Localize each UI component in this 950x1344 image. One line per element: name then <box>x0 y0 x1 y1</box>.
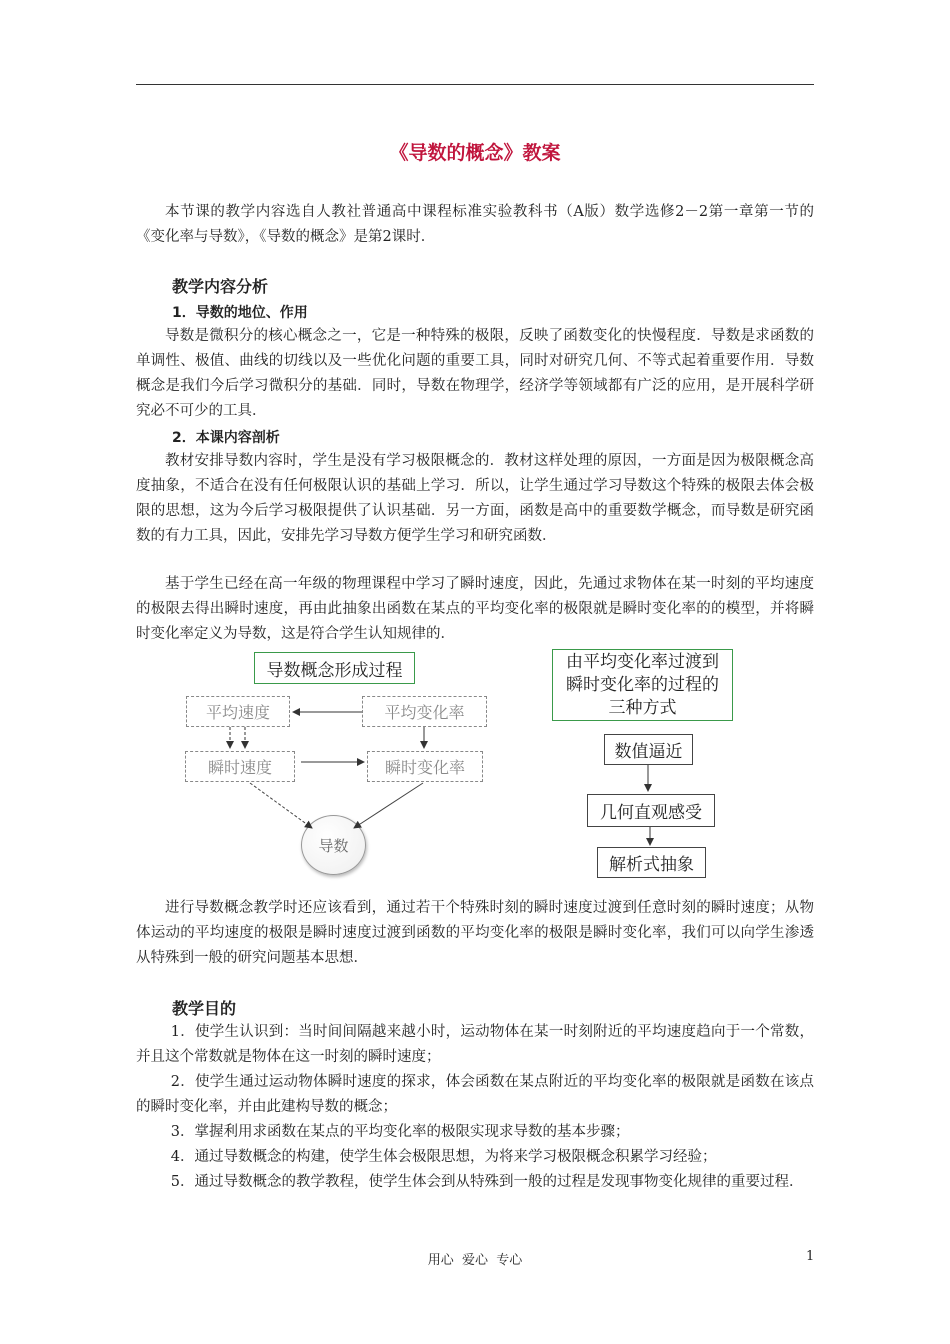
subheading-analysis: 2．本课内容剖析 <box>172 430 280 446</box>
section-heading-content-analysis: 教学内容分析 <box>172 277 269 296</box>
page-title: 《导数的概念》教案 <box>389 142 561 164</box>
arrow-rate-to-derivative <box>354 783 423 828</box>
arrow-speed-to-derivative <box>250 783 312 828</box>
goal-item-4: 4．通过导数概念的构建，使学生体会极限思想，为将来学习极限概念积累学习经验； <box>170 1149 717 1165</box>
node-average-speed: 平均速度 <box>186 696 290 727</box>
diagram-title-three-ways: 由平均变化率过渡到瞬时变化率的过程的三种方式 <box>552 649 733 721</box>
after-diagram-paragraph: 进行导数概念教学时还应该看到，通过若干个特殊时刻的瞬时速度过渡到任意时刻的瞬时速度；从物体运动的平均速度的极限是瞬时速度过渡到函数的平均变化率的极限是瞬时变化率，我们可以向学生渗透从特殊到一般的研究问题基本思想． <box>136 900 814 966</box>
node-derivative: 导数 <box>301 815 366 875</box>
step-analytic-abstraction: 解析式抽象 <box>597 847 706 878</box>
node-instant-speed: 瞬时速度 <box>185 751 295 782</box>
step-geometric-intuition: 几何直观感受 <box>587 794 715 827</box>
node-average-rate: 平均变化率 <box>362 696 487 727</box>
section-heading-goals: 教学目的 <box>172 999 237 1018</box>
role-paragraph: 导数是微积分的核心概念之一，它是一种特殊的极限，反映了函数变化的快慢程度．导数是求函数的单调性、极值、曲线的切线以及一些优化问题的重要工具，同时对研究几何、不等式起着重要作用．导数概念是我们今后学习微积分的基础．同时，导数在物理学，经济学等领域都有广泛的应用，是开展科学研究必不可少的工具． <box>136 328 814 419</box>
subheading-role: 1．导数的地位、作用 <box>172 305 308 321</box>
goal-item-3: 3．掌握利用求函数在某点的平均变化率的极限实现求导数的基本步骤； <box>170 1124 630 1140</box>
analysis-paragraph-2: 基于学生已经在高一年级的物理课程中学习了瞬时速度，因此，先通过求物体在某一时刻的平均速度的极限去得出瞬时速度，再由此抽象出函数在某点的平均变化率的极限就是瞬时变化率的的模型，并将瞬时变化率定义为导数，这是符合学生认知规律的． <box>136 576 814 642</box>
step-numeric-approach: 数值逼近 <box>604 734 693 765</box>
goal-item-1: 1．使学生认识到：当时间间隔越来越小时，运动物体在某一时刻附近的平均速度趋向于一个常数，并且这个常数就是物体在这一时刻的瞬时速度； <box>136 1024 814 1065</box>
diagram-title-formation: 导数概念形成过程 <box>254 652 415 684</box>
intro-paragraph: 本节课的教学内容选自人教社普通高中课程标准实验教科书（A版）数学选修2－2第一章第一节的《变化率与导数》，《导数的概念》是第2课时． <box>136 204 814 245</box>
page-number: 1 <box>806 1249 815 1264</box>
analysis-paragraph-1: 教材安排导数内容时，学生是没有学习极限概念的．教材这样处理的原因，一方面是因为极限概念高度抽象，不适合在没有任何极限认识的基础上学习．所以，让学生通过学习导数这个特殊的极限去体会极限的思想，这为今后学习极限提供了认识基础．另一方面，函数是高中的重要数学概念，而导数是研究函数的有力工具，因此，安排先学习导数方便学生学习和研究函数． <box>136 453 814 544</box>
goal-item-5: 5．通过导数概念的教学教程，使学生体会到从特殊到一般的过程是发现事物变化规律的重要过程． <box>170 1174 804 1190</box>
goal-item-2: 2．使学生通过运动物体瞬时速度的探求，体会函数在某点附近的平均变化率的极限就是函数在该点的瞬时变化率，并由此建构导数的概念； <box>136 1074 814 1115</box>
footer-motto: 用心 爱心 专心 <box>427 1253 523 1268</box>
node-instant-rate: 瞬时变化率 <box>367 751 483 782</box>
